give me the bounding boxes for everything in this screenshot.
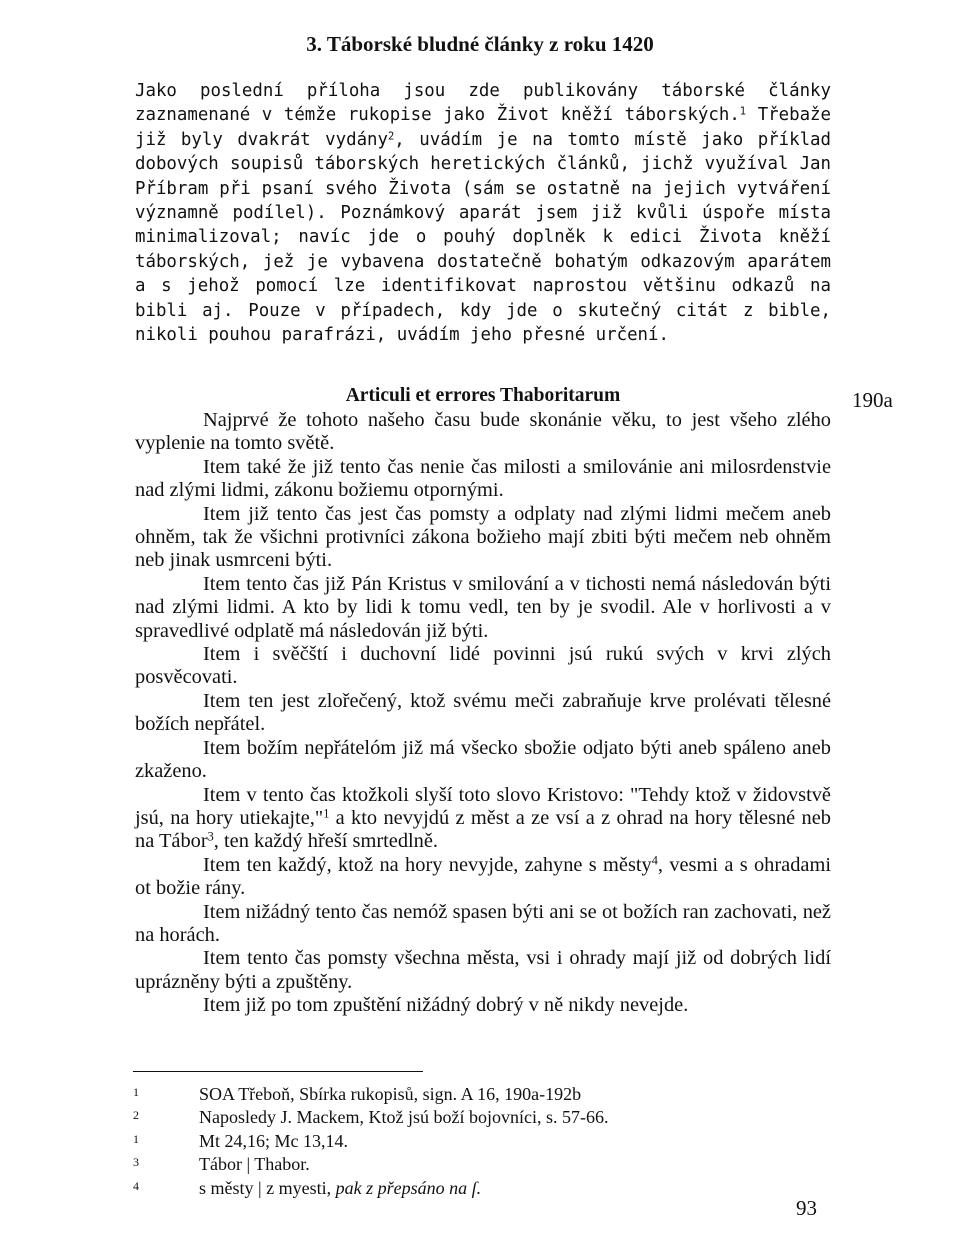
intro-text-3: , uvádím je na tomto místě jako příklad dobových soupisů táborských heretických článků, jichž využíval Jan Příbram při psaní svého Života (sám se ostatně na jejich vytváření významně podílel). Poznámkový aparát jsem již kvůli úspoře místa minimalizoval; navíc jde o pouhý doplněk k edici Života kněží táborských, jež je vybavena dostatečně bohatým odkazovým aparátem a s jehož pomocí lze identifikovat naprostou většinu odkazů na bibli aj. Pouze v případech, kdy jde o skutečný citát z bible, nikoli pouhou parafrázi, uvádím jeho přesné určení. [135, 129, 831, 346]
article-paragraph [135, 784, 831, 854]
footnote-text: Naposledy J. Mackem, Ktož jsú boží bojovníci, s. 57-66. [199, 1107, 609, 1128]
footnotes [133, 1083, 833, 1200]
footnote [133, 1083, 833, 1106]
article-paragraph [135, 409, 831, 456]
footnote-ref: 1 [739, 105, 747, 118]
article-text: Item tento čas již Pán Kristus v smilování a v tichosti nemá následován býti nad zlými lidmi. A kto by lidi k tomu vedl, ten by je svodil. Ale v horlivosti a v spravedlivé odplatě má následován již býti. [135, 572, 831, 642]
footnote [133, 1130, 833, 1153]
footnote-text: Mt 24,16; Mc 13,14. [199, 1130, 349, 1151]
article-paragraph [135, 901, 831, 948]
footnote-mark: 2 [133, 1108, 139, 1123]
footnote-text-plain: s městy | z myesti, [199, 1177, 336, 1198]
article-paragraph [135, 573, 831, 643]
intro-text-2: Třebaže již byly dvakrát vydány [135, 105, 831, 150]
article-text: , ten každý hřeší smrtedlně. [213, 830, 439, 853]
article-paragraph [135, 994, 831, 1017]
article-paragraph [135, 947, 831, 994]
article-text: Item nižádný tento čas nemóž spasen býti ani se ot božích ran zachovati, než na horách. [135, 900, 831, 946]
article-paragraph [135, 854, 831, 901]
footnote-mark: 4 [133, 1178, 139, 1193]
article-text: Item i svěčští i duchovní lidé povinni jsú rukú svých v krvi zlých posvěcovati. [135, 643, 831, 689]
article-paragraph [135, 737, 831, 784]
article-paragraph [135, 456, 831, 503]
articles-list [135, 409, 831, 1018]
article-text: Item božím nepřátelóm již má všecko sbožie odjato býti aneb spáleno aneb zkaženo. [135, 736, 831, 783]
footnote-text [199, 1177, 481, 1200]
folio-marker: 190a [852, 388, 893, 412]
articles-title: Articuli et errores Thaboritarum [345, 385, 621, 406]
footnote [133, 1153, 833, 1176]
section-heading: 3. Táborské bludné články z roku 1420 [306, 32, 654, 56]
article-paragraph [135, 643, 831, 690]
article-text: a kto nevyjdú z měst a ze vsí a z ohrad na hory tělesné neb na Tábor [135, 806, 831, 853]
article-text: Najprvé že tohoto našeho času bude skonánie věku, to jest všeho zlého vyplenie na tomto světě. [135, 409, 831, 455]
article-text: Item ten jest zlořečený, ktož svému meči zabraňuje krve prolévati tělesné božích nepřátel. [135, 689, 831, 736]
footnote [133, 1177, 833, 1200]
article-paragraph [135, 690, 831, 737]
footnote-ref: 3 [207, 829, 214, 844]
article-text: Item tento čas pomsty všechna města, vsi i ohrady mají již od dobrých lidí uprázněny býti a zpuštěny. [135, 947, 831, 993]
footnote-ref: 1 [323, 806, 330, 821]
footnote-text: Tábor | Thabor. [199, 1154, 310, 1175]
article-paragraph [135, 503, 831, 573]
article-text: Item v tento čas ktožkoli slyší toto slovo Kristovo: "Tehdy ktož v židovstvě jsú, na hory utiekajte," [135, 783, 831, 829]
footnote-mark: 1 [133, 1131, 139, 1146]
footnote-text-italic: pak z přepsáno na ſ. [335, 1177, 482, 1198]
page-number: 93 [796, 1196, 817, 1220]
intro-text-1: Jako poslední příloha jsou zde publikovány táborské články zaznamenané v témže rukopise jako Život kněží táborských. [135, 81, 831, 126]
article-text: Item již tento čas jest čas pomsty a odplaty nad zlými lidmi mečem aneb ohněm, tak že všichni protivníci zákona božieho mají zbiti býti mečem neb ohněm neb jinak usmrceni býti. [135, 502, 831, 572]
footnote-text: SOA Třeboň, Sbírka rukopisů, sign. A 16, 190a-192b [199, 1084, 582, 1104]
article-text: Item také že již tento čas nenie čas milosti a smilovánie ani milosrdenstvie nad zlými lidmi, zákonu božiemu otpornými. [135, 455, 831, 502]
footnote-mark: 1 [133, 1085, 139, 1099]
article-text: Item již po tom zpuštění nižádný dobrý v ně nikdy nevejde. [203, 994, 689, 1017]
article-text: , vesmi a s ohradami ot božie rány. [135, 853, 831, 900]
footnote-ref: 2 [387, 130, 395, 143]
footnote [133, 1106, 833, 1129]
footnote-divider [133, 1071, 423, 1072]
intro-paragraph [135, 79, 831, 347]
footnote-mark: 3 [133, 1155, 139, 1170]
article-text: Item ten každý, ktož na hory nevyjde, zahyne s městy [203, 853, 652, 876]
footnote-ref: 4 [651, 853, 658, 867]
